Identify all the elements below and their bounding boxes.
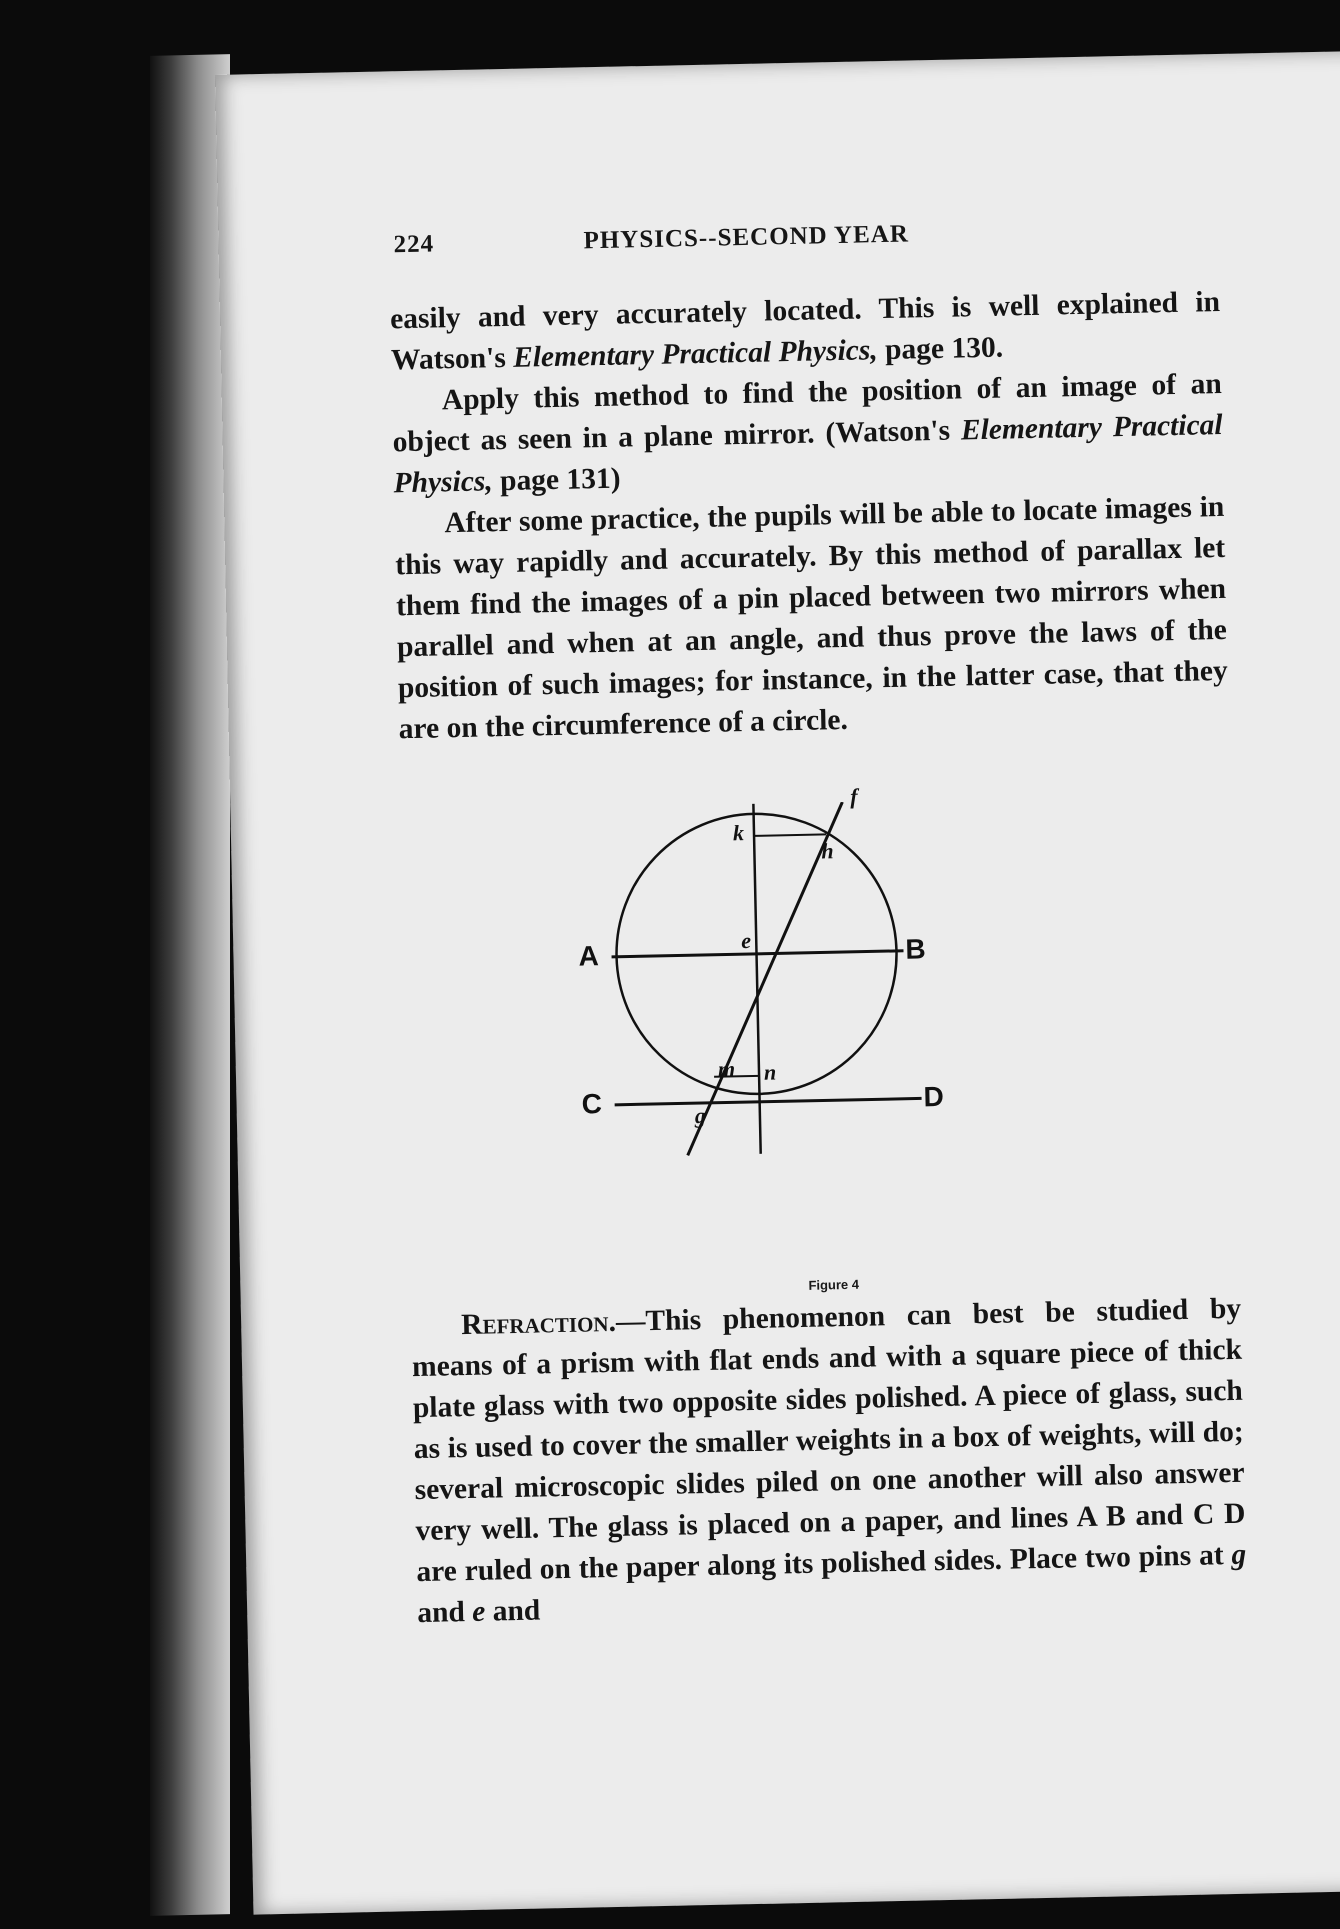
book-title-italic: Elementary Practical Physics, xyxy=(512,334,878,374)
figure-caption: Figure 4 xyxy=(808,1276,860,1293)
label-m: m xyxy=(717,1056,736,1082)
line-cd xyxy=(615,1098,922,1104)
running-title: PHYSICS--SECOND YEAR xyxy=(583,220,910,255)
label-k: k xyxy=(732,820,745,846)
bottom-text-block xyxy=(411,1289,1248,1634)
paragraph-1: easily and very accurately located. This is well explained in Watson's Elementary Practical Physics, page 130. xyxy=(389,286,1221,377)
point-e: e xyxy=(471,1595,486,1628)
point-g: g xyxy=(1231,1538,1247,1572)
figure-svg xyxy=(570,798,1051,1328)
label-c: C xyxy=(581,1088,603,1120)
figure-4-diagram xyxy=(570,783,1051,1328)
top-text-block xyxy=(390,282,1229,750)
label-d: D xyxy=(923,1080,945,1113)
paragraph-2: Apply this method to find the position of an image of an object as seen in a plane mirror. (Watson's Elementary Practical Physics, page 131) xyxy=(392,367,1223,500)
label-n: n xyxy=(763,1059,777,1085)
label-a: A xyxy=(578,940,600,972)
label-h: h xyxy=(821,838,834,864)
label-b: B xyxy=(905,933,927,965)
page-number: 224 xyxy=(393,230,435,259)
page-header xyxy=(393,217,1094,272)
label-f: f xyxy=(849,783,858,809)
label-g: g xyxy=(694,1102,707,1129)
paragraph-3: After some practice, the pupils will be able to locate images in this way rapidly and accurately. By this method of parallax let them find the images of a pin placed between two mirrors when parallel and when at an angle, and thus prove the laws of the position of such images; for instance, in the latter case, that they are on the circumference of a circle. xyxy=(394,490,1229,746)
book-page-edge xyxy=(150,54,230,1916)
book-title-italic: Elementary Practical Physics, xyxy=(393,408,1223,500)
label-e: e xyxy=(740,927,752,954)
section-lead: Refraction. xyxy=(460,1305,617,1342)
refraction-paragraph: Refraction.—This phenomenon can best be studied by means of a prism with flat ends and with a square piece of thick plate glass with two opposite sides polished. A piece of glass, such as is used to cover the smaller weights in a box of weights, will do; several microscopic slides piled on one another will also answer very well. The glass is placed on a paper, and lines A B and C D are ruled on the paper along its polished sides. Place two pins at g and e and xyxy=(411,1292,1247,1630)
book-page xyxy=(215,51,1340,1915)
line-kh xyxy=(754,834,826,836)
